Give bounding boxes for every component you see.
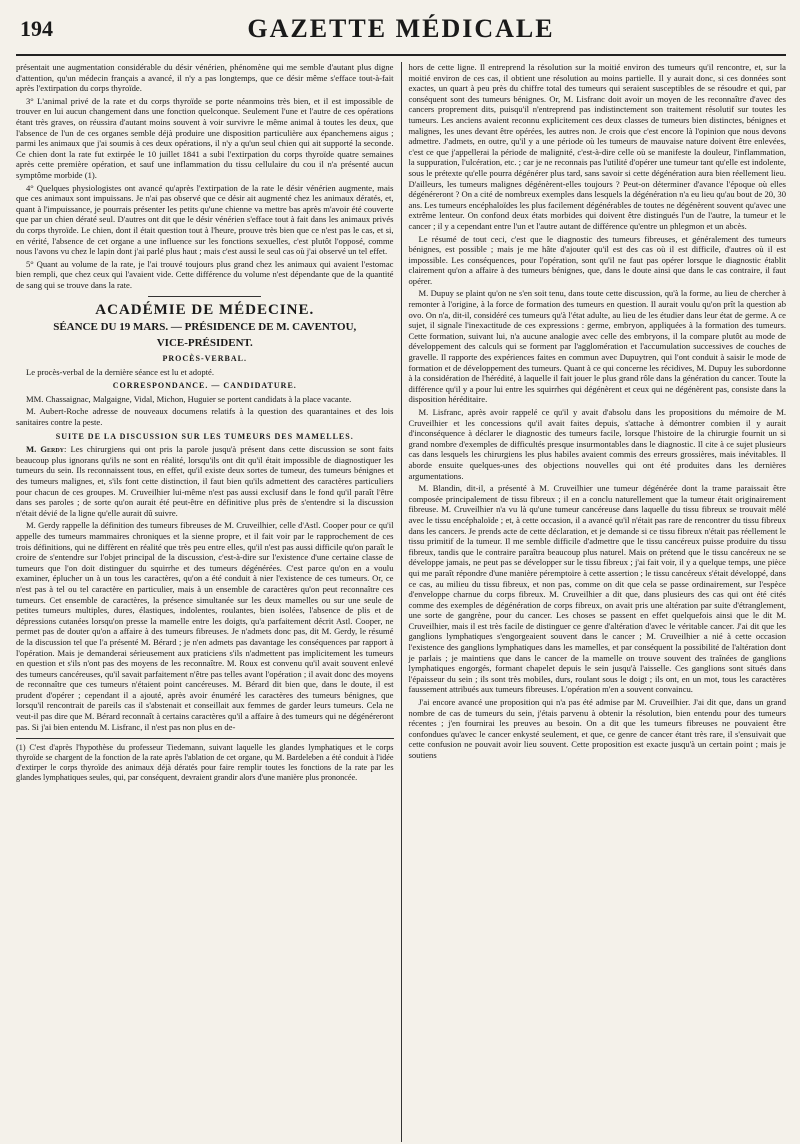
paragraph: Le procès-verbal de la dernière séance est lu et adopté.	[26, 366, 215, 377]
paragraph: M. Gerdy rappelle la définition des tumeurs fibreuses de M. Cruveilhier, celle d'Astl. Cooper pour ce qu'il appelle des tumeurs mammaires chroniques et la sienne propre, et il fait voir par le rapprochement de ces trois définitions, qui ne diffèrent en réalité que très peu entre elles, qu'il n'est pas aussi difficile qu'on paraît le croire de s'entendre sur l'objet principal de la discussion, c'est-à-dire sur l'existence d'une certaine classe de tumeurs que l'on doit distinguer du squirrhe et des tumeurs dégénérées. C'est parce qu'on en a voulu examiner, éplucher un à un tous les caractères, qu'on a été conduit à nier l'existence de ces tumeurs. Or, ce n'est pas à tel ou tel caractère en particulier, mais à un ensemble de caractères qu'on peut reconnaître ces tumeurs. Cet ensemble de caractères, la présence simultanée sur les deux mamelles ou sur une seule de petites tumeurs multiples, dures, élastiques, indolentes, roulantes, bien isolées, l'absence de plis et de dépressions cutanées lorsqu'on presse la mamelle entre les doigts, qu'a parfaitement décrit Astl. Cooper, ne permet pas de douter qu'on a affaire à des tumeurs fibreuses. Je n'admets donc pas, dit M. Gerdy, le résumé de la discussion tel que l'a présenté M. Bérard ; je n'en admets pas davantage les conséquences par rapport à l'opération. Mais je demanderai sérieusement aux praticiens s'ils n'admettent pas implicitement les tumeurs en question et s'ils n'ont pas des moyens de les reconnaître. M. Roux est convenu qu'il avait souvent enlevé des tumeurs cancéreuses, qu'il savait parfaitement n'être pas telles avant l'opération ; il avait donc des moyens de reconnaître que ces tumeurs n'étaient point cancéreuses. M. Bérard dit bien que, dans le doute, il est prudent d'opérer ; cependant il a ajouté, après avoir énuméré les caractères des tumeurs bénignes, que lorsqu'il rencontrait de pareils cas il s'abstenait et conseillait aux femmes de garder leurs tumeurs. Cela ne veut-il pas dire que M. Bérard reconnaît à certains caractères qu'il a affaire à des tumeurs qui ne dégénéreront pas. Si j'ai bien entendu M. Lisfranc, il n'est pas non plus en de-	[16, 520, 394, 732]
columns	[16, 62, 786, 1142]
paragraph: M. Lisfranc, après avoir rappelé ce qu'il y avait d'absolu dans les propositions du mémoire de M. Cruveilhier et les concessions qu'il avait faites depuis, s'attache à démontrer combien il y aurait d'inconséquence à déclarer le diagnostic des tumeurs facile, lorsque l'histoire de la chirurgie fournit un si grand nombre d'exemples de difficultés presque insurmontables dans le diagnostic. Il cite à ce sujet plusieurs cas dans lesquels les chirurgiens les plus habiles avaient commis des erreurs grossières, mais inévitables. Il aborde ensuite quelques-unes des objections nouvelles qui ont été produites dans les dernières argumentations.	[408, 407, 786, 481]
left-column	[16, 62, 401, 1142]
paragraph: J'ai encore avancé une proposition qui n'a pas été admise par M. Cruveilhier. J'ai dit que, dans un grand nombre de cas de tumeurs du sein, j'étais parvenu à obtenir la résolution, bien entendu pour des tumeurs récentes ; j'en fournirai les preuves au besoin. On a dit que les tumeurs fibreuses ne pouvaient être confondues qu'avec le cancer enkysté seulement, et que, ce genre de cancer étant très rare, il s'ensuivait que cette confusion ne pouvait avoir lieu souvent. Cette proposition est exacte jusqu'à un certain point ; mais je soutiens	[408, 697, 786, 760]
journal-title: GAZETTE MÉDICALE	[247, 14, 555, 43]
paragraph: MM. Chassaignac, Malgaigne, Vidal, Michon, Huguier se portent candidats à la place vacante.	[26, 393, 352, 404]
paragraph: 3° L'animal privé de la rate et du corps thyroïde se porte néanmoins très bien, et il est impossible de trouver en lui aucun changement dans une fonction quelconque. Seulement l'une et l'autre de ces opérations étant très graves, on réussira d'autant moins souvent à voir survivre le même animal à toutes les deux, que l'absence de l'un de ces organes semble déjà produire une disposition particulière aux épanchemens aigus ; parmi les animaux que j'ai soumis à ces deux opérations, il n'y a qu'un seul chien qui ait supporté la seconde. Ce chien dont la rate fut extirpée le 10 juillet 1841 a subi l'extirpation du corps thyroïde quatre semaines après cette première opération, et sauf une inflammation du tissu cellulaire du cou il n'a présenté aucun symptôme morbide (1).	[16, 95, 394, 180]
paragraph: 5° Quant au volume de la rate, je l'ai trouvé toujours plus grand chez les animaux qui avaient l'estomac bien rempli, que chez ceux qui l'avaient vide. Cette différence du volume n'est dépendante que de la quantité de sang qui se trouve dans la rate.	[16, 258, 394, 290]
proces-verbal-heading: PROCÈS-VERBAL.	[162, 354, 247, 364]
page-header	[16, 8, 786, 56]
paragraph: Le résumé de tout ceci, c'est que le diagnostic des tumeurs fibreuses, et généralement des tumeurs bénignes, est possible ; mais je me hâte d'ajouter qu'il est des cas où il est difficile, d'autres où il est impossible. Les conséquences, pour l'opération, sont qu'il ne faut pas opérer lorsque le diagnostic établit clairement qu'on a affaire à des tumeurs bénignes, que, dans le doute ainsi que dans le cas contraire, il faut opérer.	[408, 233, 786, 286]
section-title: ACADÉMIE DE MÉDECINE.	[95, 302, 315, 319]
paragraph: hors de cette ligne. Il entreprend la résolution sur la moitié environ des tumeurs qu'il rencontre, et, sur la moitié environ de ces cas, il obtient une résolution au moins partielle. Il y aurait donc, si ces données sont exactes, un quart à peu près du chiffre total des tumeurs qui seraient susceptibles de se résoudre et qui, par conséquent sont des tumeurs bénignes. Or, M. Lisfranc doit avoir un moyen de les reconnaître d'avec des cancers proprement dits, puisqu'il n'entreprend pas indistinctement son traitement résolutif sur toutes les tumeurs. Les anciens avaient reconnu explicitement ces deux classes de tumeurs bien distinctes, bénignes et malignes, les unes devant être opérées, les autres non. Je crois que c'est encore là l'opinion que nous devons admettre. J'admets, en outre, qu'il y a une période où les tumeurs de mauvaise nature doivent être enlevées, c'est ce que j'appellerai la période de malignité, c'est-à-dire celle où se manifeste la douleur, l'inflammation, la suppuration, l'ulcération, etc. ; car je ne reconnais pas l'utilité d'opérer une tumeur tant qu'elle est indolente, sous le prétexte qu'elle pourra dégénérer plus tard, sans savoir si cette dégénération aura bien réellement lieu. D'ailleurs, les tumeurs malignes dégénèrent-elles toujours ? Peut-on déterminer d'avance l'époque où elles dégénéreront ? On a cité de nombreux exemples dans lesquels la dégénération n'a eu lieu qu'au bout de 20, 30 ans. Les tumeurs encéphaloïdes les plus facilement dégénérables de toutes ne dégénèrent souvent qu'avec une extrême lenteur. On confond deux états morbides qui doivent être distingués l'un de l'autre, la tumeur et le cancer ; il y a cependant entre l'un et l'autre autant de différence qu'entre un phlegmon et un abcès.	[408, 62, 786, 231]
seance-heading: SÉANCE DU 19 MARS. — PRÉSIDENCE DE M. CAVENTOU,	[53, 321, 357, 334]
correspondance-heading: CORRESPONDANCE. — CANDIDATURE.	[112, 381, 297, 391]
paragraph: présentait une augmentation considérable du désir vénérien, phénomène qui me semble d'autant plus digne d'attention, qu'un médecin français a avancé, il n'y a pas longtemps, que ce désir même s'efface tout-à-fait après l'extirpation du corps thyroïde.	[16, 62, 394, 94]
paragraph: M. Dupuy se plaint qu'on ne s'en soit tenu, dans toute cette discussion, qu'à la forme, au lieu de chercher à remonter à l'origine, à la force de formation des tumeurs en question. Il aurait voulu qu'on prît la question ab ovo. On n'a, dit-il, considéré ces tumeurs qu'à l'état adulte, au lieu de les étudier dans leur état de germe. A ce sujet, il signale l'inexactitude de ces expressions : germe, embryon, appliquées à la formation des tumeurs. Cette formation, suivant lui, n'a aucune analogie avec celle des embryons, il la compare plutôt au mode de développement des calculs qui se forment par l'agglomération et l'accumulation successives de couches de gravelle. Il rapporte des expériences faites en commun avec Dupuytren, qui l'ont conduit à saisir le mode de formation et de développement des tumeurs. Quant à ce qui concerne les récidives, M. Dupuy les subordonne à la considération de l'hérédité, à laquelle il fait jouer le plus grand rôle dans la génération du cancer. Toute la différence qu'il y a pour lui entre les squirrhes qui dégénèrent et ceux qui ne dégénèrent pas, consiste dans la disposition héréditaire.	[408, 288, 786, 405]
gerdy-paragraph	[16, 444, 394, 518]
footnote: (1) C'est d'après l'hypothèse du professeur Tiedemann, suivant laquelle les glandes lymphatiques et le corps thyroïde se chargent de la fonction de la rate après l'ablation de cet organe, qu M. Bardeleben a été conduit à l'idée d'extirper le corps thyroïde des animaux déjà dératés pour faire remplir toutes les fonctions de la rate par les glandes lymphatiques seules, qui, par conséquent, devraient grandir alors d'une manière plus prononcée.	[16, 738, 394, 783]
speaker-text: : Les chirurgiens qui ont pris la parole jusqu'à présent dans cette discussion se sont faits beaucoup plus ignorans qu'ils ne sont en réalité, lorsqu'ils ont dit qu'il était impossible de diagnostiquer les tumeurs du sein. Ils reconnaissent tous, en effet, qu'il existe deux sortes de tumeur, des tumeurs bénignes et des tumeurs malignes, et, s'ils font cette distinction, il faut bien qu'ils admettent des caractères particuliers pour chacun de ces groupes. M. Cruveilhier lui-même n'est pas aussi exclusif dans le fond qu'il paraît l'être dans ses paroles ; de sorte qu'on aurait été peut-être en définitive plus près de s'entendre si la discussion n'était dévié de la ligne qu'elle aurait dû suivre.	[16, 444, 394, 518]
separator	[148, 296, 261, 297]
discussion-heading: SUITE DE LA DISCUSSION SUR LES TUMEURS DES MAMELLES.	[55, 431, 354, 441]
right-column	[401, 62, 787, 1142]
speaker-name: M. Gerdy	[26, 444, 64, 455]
seance-heading-continued: VICE-PRÉSIDENT.	[156, 337, 253, 350]
paragraph: 4° Quelques physiologistes ont avancé qu'après l'extirpation de la rate le désir vénérien augmente, mais que ces animaux sont impuissans. Je n'ai pas observé que ce désir ait augmenté chez les animaux dératés, et, quant à l'impuissance, je pourrais présenter les petits qu'une chienne va mettre bas après m'avoir été couverte que par un chien dératé seul. D'autres ont dit que le désir vénérien s'efface tout à fait dans les animaux privés du corps thyroïde. Le chien, dont il était question tout à l'heure, prouve très bien que ce n'est pas le cas, et si, en vérité, l'absence de cet organe a une influence sur les fonctions sexuelles, c'est plutôt l'opposé, comme nous l'avons vu chez le lapin dont j'ai parlé plus haut ; mais c'est aussi le seul cas où j'ai observé un tel effet.	[16, 182, 394, 257]
paragraph: M. Aubert-Roche adresse de nouveaux documens relatifs à la question des quarantaines et des lois sanitaires contre la peste.	[16, 406, 394, 428]
page-number: 194	[20, 16, 53, 41]
paragraph: M. Blandin, dit-il, a présenté à M. Cruveilhier une tumeur dégénérée dont la trame paraissait être composée principalement de tissu fibreux ; il en a conclu naturellement que la tumeur était originairement fibreuse. M. Cruveilhier n'a vu là qu'une tumeur cancéreuse dans laquelle du tissu fibreux se trouvait mêlé avec le tissu encéphaloïde ; et, à cette occasion, il a avancé qu'il n'était pas rare de rencontrer du tissu fibreux dans les cancers. Je prends acte de cette déclaration, et je demande si ce tissu fibreux n'était pas réellement le tissu primitif de la tumeur. Il me semble difficile d'admettre que le tissu cancéreux puisse produire du tissu fibreux, tandis que le contraire paraîtra beaucoup plus naturel. Mais on prétend que le tissu cancéreux ne se développe jamais, ne peut pas se développer sur le tissu fibreux ; j'ai fait voir, il y a quelque temps, une pièce qui me paraît répondre d'une manière péremptoire à cette assertion ; le tissu cancéreux s'était développé, dans ce cas, au milieu du tissu fibreux, et non pas, comme on dit que cela se passe ordinairement, sur l'espèce d'enveloppe charnue du corps fibreux. M. Cruveilhier a dit que, dans plusieurs des cas qui ont été cités comme des exemples de dégénération de corps fibreux, on avait pris une altération par suite d'étranglement, une sorte de gangrène, pour du cancer. Les choses se passent en effet quelquefois ainsi que le dit M. Cruveilhier, mais il est très facile de distinguer ce genre d'altération d'avec le véritable cancer. J'ai dit que les ganglions lymphatiques s'engorgeaient souvent dans le cancer ; M. Cruveilhier a nié à cette occasion l'existence des ganglions lymphatiques dans les mamelles, et par conséquent la possibilité de l'altération dont je parlais ; je maintiens que dans le cancer de la mamelle on trouve souvent des traînées de ganglions lymphatiques engorgés, formant chapelet depuis le sein jusqu'à l'aisselle. Ces ganglions sont situés dans l'épaisseur du sein ; ils sont très mobiles, durs, roulant sous le doigt ; ils ont, en un mot, tous les caractères faussement attribués aux tumeurs fibreuses. L'opération m'en a souvent convaincu.	[408, 483, 786, 695]
